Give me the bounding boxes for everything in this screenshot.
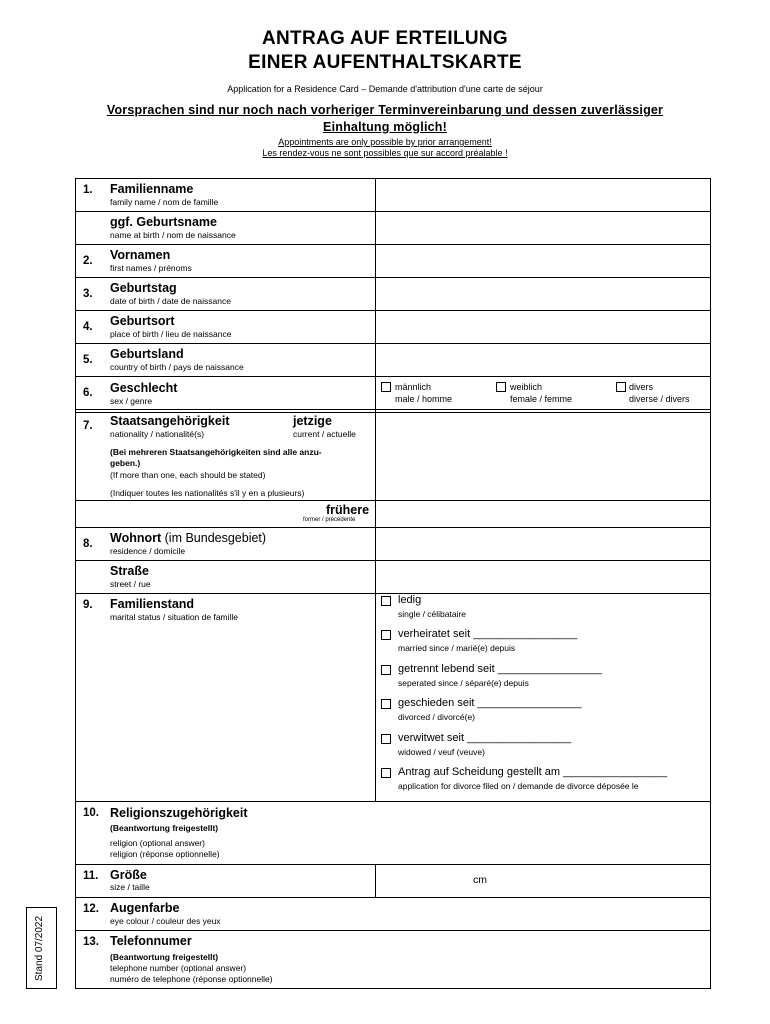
female-checkbox[interactable] — [496, 382, 506, 392]
street-label: Straße — [110, 564, 149, 578]
telephone-translation-fr: numéro de telephone (réponse optionnelle) — [110, 974, 273, 984]
former-nationality-field[interactable] — [377, 502, 709, 526]
row-number-13: 13. — [83, 936, 99, 948]
height-field[interactable] — [377, 866, 709, 896]
male-checkbox[interactable] — [381, 382, 391, 392]
divorced-option-label: geschieden seit _________________ — [398, 697, 582, 709]
diverse-option-label: divers — [629, 382, 654, 392]
place-of-birth-label: Geburtsort — [110, 314, 175, 328]
male-option-translation: male / homme — [395, 394, 453, 404]
married-option-label: verheiratet seit _________________ — [398, 628, 578, 640]
married-option-translation: married since / marié(e) depuis — [398, 643, 516, 653]
single-option-translation: single / célibataire — [398, 609, 467, 619]
widowed-option-label: verwitwet seit _________________ — [398, 732, 572, 744]
marital-status-translation: marital status / situation de famille — [110, 612, 239, 622]
country-of-birth-translation: country of birth / pays de naissance — [110, 362, 244, 372]
row-number-6: 6. — [83, 387, 93, 399]
religion-label: Religionszugehörigkeit — [110, 806, 248, 820]
eye-colour-field[interactable] — [377, 899, 709, 929]
row-number-11: 11. — [83, 870, 99, 882]
country-of-birth-field[interactable] — [377, 345, 709, 375]
row-number-2: 2. — [83, 255, 93, 267]
current-nationality-label: jetzige — [293, 414, 332, 428]
place-of-birth-translation: place of birth / lieu de naissance — [110, 329, 232, 339]
height-label: Größe — [110, 868, 147, 882]
birth-name-label: ggf. Geburtsname — [110, 215, 217, 229]
residence-label: Wohnort (im Bundesgebiet) — [110, 531, 267, 545]
nationality-note-english: (If more than one, each should be stated) — [110, 470, 266, 480]
widowed-checkbox[interactable] — [381, 734, 391, 744]
divorced-option-translation: divorced / divorcé(e) — [398, 712, 476, 722]
row-number-3: 3. — [83, 288, 93, 300]
street-translation: street / rue — [110, 579, 151, 589]
row-number-1: 1. — [83, 184, 93, 196]
current-nationality-translation: current / actuelle — [293, 429, 356, 439]
first-names-translation: first names / prénoms — [110, 263, 192, 273]
title-line-1: ANTRAG AUF ERTEILUNG — [262, 28, 508, 49]
notice-line-2: Einhaltung möglich! — [323, 120, 447, 134]
place-of-birth-field[interactable] — [377, 312, 709, 342]
separated-option-label: getrennt lebend seit _________________ — [398, 663, 602, 675]
family-name-field[interactable] — [377, 180, 709, 210]
title-line-2: EINER AUFENTHALTSKARTE — [248, 52, 522, 73]
row-number-5: 5. — [83, 354, 93, 366]
residence-translation: residence / domicile — [110, 546, 186, 556]
row-number-10: 10. — [83, 807, 99, 819]
single-checkbox[interactable] — [381, 596, 391, 606]
former-nationality-label: frühere — [326, 503, 370, 517]
separated-checkbox[interactable] — [381, 665, 391, 675]
marital-status-label: Familienstand — [110, 597, 195, 611]
birth-name-field[interactable] — [377, 213, 709, 243]
family-name-label: Familienname — [110, 182, 194, 196]
first-names-field[interactable] — [377, 246, 709, 276]
eye-colour-translation: eye colour / couleur des yeux — [110, 916, 221, 926]
row-number-9: 9. — [83, 599, 93, 611]
female-option-label: weiblich — [510, 382, 543, 392]
first-names-label: Vornamen — [110, 248, 171, 262]
nationality-note: (Bei mehreren Staatsangehörigkeiten sind alle anzu- geben.) — [110, 447, 322, 468]
eye-colour-label: Augenfarbe — [110, 901, 180, 915]
subtitle: Application for a Residence Card – Demande d'attribution d'une carte de séjour — [227, 84, 543, 94]
residence-field[interactable] — [377, 529, 709, 559]
sex-label: Geschlecht — [110, 381, 178, 395]
height-translation: size / taille — [110, 882, 150, 892]
country-of-birth-label: Geburtsland — [110, 347, 184, 361]
telephone-optional-note: (Beantwortung freigestellt) — [110, 952, 219, 962]
separated-option-translation: seperated since / séparé(e) depuis — [398, 678, 529, 688]
row-number-12: 12. — [83, 903, 99, 915]
divorce-application-checkbox[interactable] — [381, 768, 391, 778]
religion-translation-en: religion (optional answer) — [110, 838, 205, 848]
former-nationality-translation: former / précédente — [303, 517, 356, 523]
widowed-option-translation: widowed / veuf (veuve) — [398, 747, 485, 757]
notice-english: Appointments are only possible by prior arrangement! — [278, 137, 492, 147]
row-number-8: 8. — [83, 538, 93, 550]
nationality-translation: nationality / nationalité(s) — [110, 429, 205, 439]
date-of-birth-translation: date of birth / date de naissance — [110, 296, 231, 306]
nationality-note-french: (Indiquer toutes les nationalités s'il y en a plusieurs) — [110, 488, 305, 498]
notice-line-1: Vorsprachen sind nur noch nach vorheriger Terminvereinbarung und dessen zuverlässiger — [106, 103, 664, 117]
birth-name-translation: name at birth / nom de naissance — [110, 230, 236, 240]
row-number-4: 4. — [83, 321, 93, 333]
sex-translation: sex / genre — [110, 396, 153, 406]
telephone-field[interactable] — [377, 932, 709, 987]
religion-translation-fr: religion (réponse optionnelle) — [110, 849, 220, 859]
female-option-translation: female / femme — [510, 394, 573, 404]
diverse-option-translation: diverse / divers — [629, 394, 690, 404]
religion-field[interactable] — [377, 803, 709, 863]
street-field[interactable] — [377, 562, 709, 592]
version-stamp: Stand 07/2022 — [34, 915, 45, 981]
date-of-birth-field[interactable] — [377, 279, 709, 309]
row-number-7: 7. — [83, 420, 93, 432]
divorce-application-option-label: Antrag auf Scheidung gestellt am _________________ — [398, 766, 668, 778]
nationality-label: Staatsangehörigkeit — [110, 414, 230, 428]
height-unit: cm — [473, 874, 487, 886]
telephone-translation-en: telephone number (optional answer) — [110, 963, 247, 973]
notice-french: Les rendez-vous ne sont possibles que sur accord préalable ! — [262, 148, 508, 158]
current-nationality-field[interactable] — [377, 414, 709, 499]
married-checkbox[interactable] — [381, 630, 391, 640]
male-option-label: männlich — [395, 382, 432, 392]
date-of-birth-label: Geburtstag — [110, 281, 177, 295]
religion-optional-note: (Beantwortung freigestellt) — [110, 823, 219, 833]
family-name-translation: family name / nom de famille — [110, 197, 219, 207]
diverse-checkbox[interactable] — [616, 382, 626, 392]
single-option-label: ledig — [398, 594, 422, 606]
divorce-application-option-translation: application for divorce filed on / demande de divorce déposée le — [398, 781, 639, 791]
divorced-checkbox[interactable] — [381, 699, 391, 709]
telephone-label: Telefonnumer — [110, 934, 192, 948]
